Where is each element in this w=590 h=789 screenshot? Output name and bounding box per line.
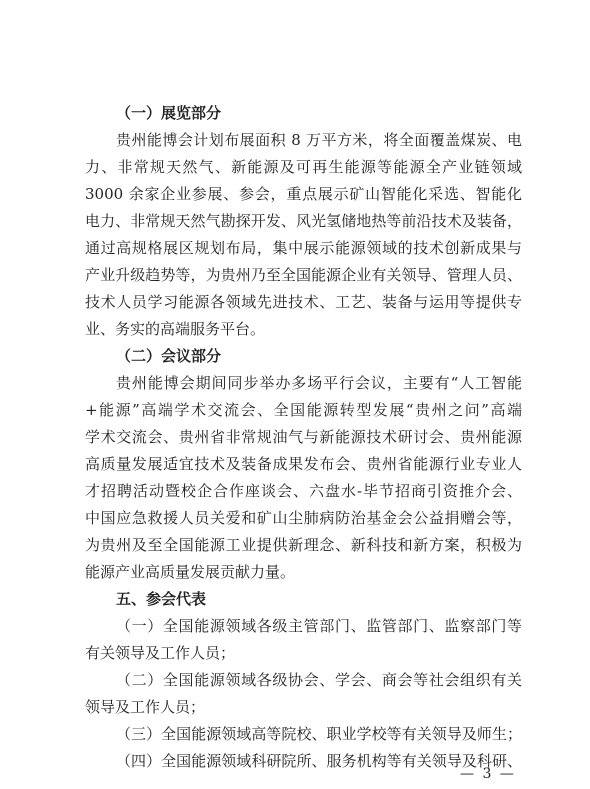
conference-line: 中国应急救援人员关爱和矿山尘肺病防治基金会公益捐赠会等， xyxy=(85,509,522,527)
heading-exhibition: （一）展览部分 xyxy=(116,104,222,122)
exhibition-line: 技术人员学习能源各领域先进技术、工艺、装备与运用等提供专 xyxy=(85,293,522,311)
page-number: — 3 — xyxy=(460,766,516,782)
conference-line: 能源产业高质量发展贡献力量。 xyxy=(85,563,296,581)
delegate-item-4: （四）全国能源领域科研院所、服务机构等有关领导及科研、 xyxy=(116,752,522,770)
exhibition-line: 业、务实的高端服务平台。 xyxy=(85,320,266,338)
exhibition-line: 通过高规格展区规划布局，集中展示能源领域的技术创新成果与 xyxy=(85,239,522,257)
delegate-item-2: （二）全国能源领域各级协会、学会、商会等社会组织有关 xyxy=(116,671,522,689)
conference-line: 学术交流会、贵州省非常规油气与新能源技术研讨会、贵州能源 xyxy=(85,428,522,446)
exhibition-line: 电力、非常规天然气勘探开发、风光氢储地热等前沿技术及装备， xyxy=(85,212,522,230)
section-five-heading: 五、参会代表 xyxy=(116,590,207,608)
exhibition-line: 3000 余家企业参展、参会，重点展示矿山智能化采选、智能化 xyxy=(85,185,522,203)
exhibition-line: 力、非常规天然气、新能源及可再生能源等能源全产业链领域 xyxy=(85,158,522,176)
conference-line: 为贵州及至全国能源工业提供新理念、新科技和新方案，积极为 xyxy=(85,536,522,554)
conference-line: 高质量发展适宜技术及装备成果发布会、贵州省能源行业专业人 xyxy=(85,455,522,473)
delegate-item-1: （一）全国能源领域各级主管部门、监管部门、监察部门等 xyxy=(116,617,522,635)
delegate-item-1-cont: 有关领导及工作人员； xyxy=(85,644,236,662)
conference-line: 贵州能博会期间同步举办多场平行会议，主要有“人工智能 xyxy=(116,374,522,392)
delegate-item-2-cont: 领导及工作人员； xyxy=(85,698,206,716)
heading-conference: （二）会议部分 xyxy=(116,347,222,365)
exhibition-line: 贵州能博会计划布展面积 8 万平方米，将全面覆盖煤炭、电 xyxy=(116,131,522,149)
conference-line: 才招聘活动暨校企合作座谈会、六盘水-毕节招商引资推介会、 xyxy=(85,482,522,500)
delegate-item-3: （三）全国能源领域高等院校、职业学校等有关领导及师生； xyxy=(116,725,522,743)
conference-line: +能源”高端学术交流会、全国能源转型发展“贵州之问”高端 xyxy=(85,401,522,419)
exhibition-line: 产业升级趋势等，为贵州乃至全国能源企业有关领导、管理人员、 xyxy=(85,266,522,284)
